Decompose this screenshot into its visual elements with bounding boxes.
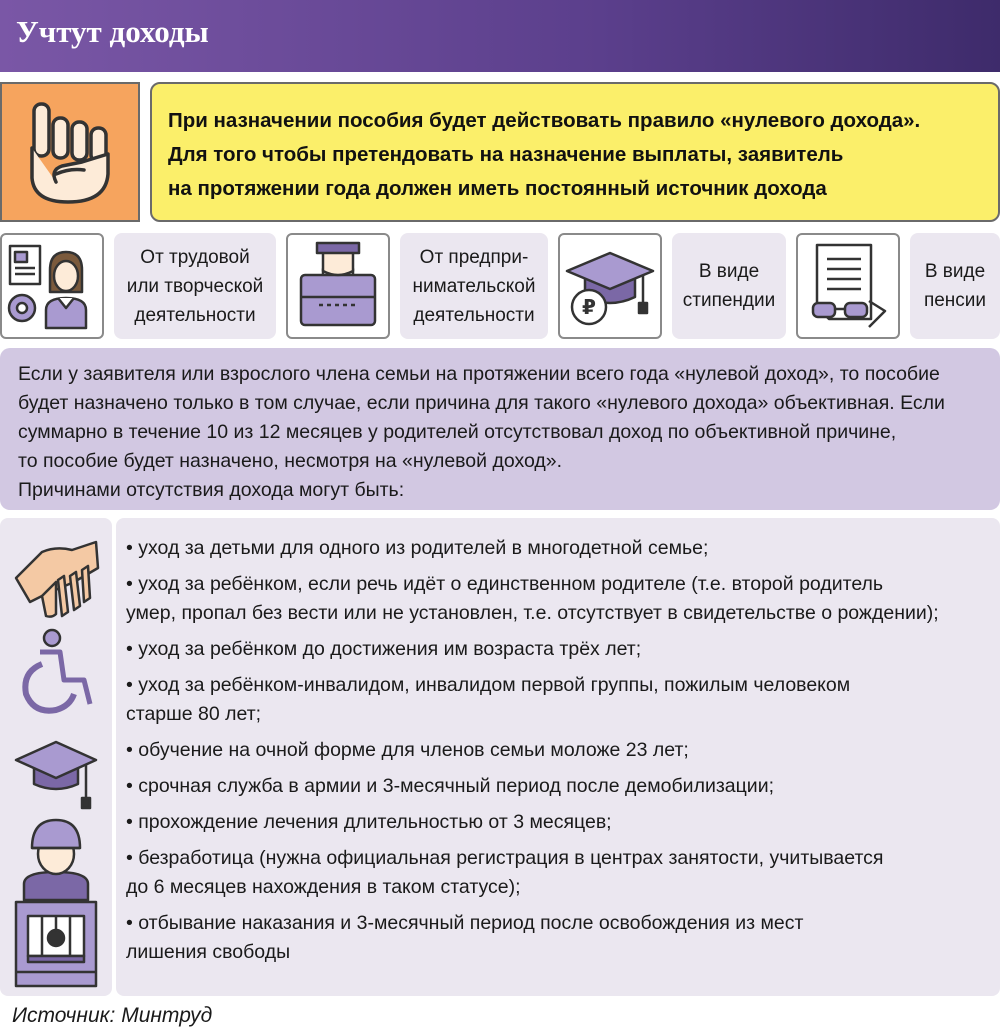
note-line: Для того чтобы претендовать на назначение выплаты, заявитель bbox=[168, 143, 844, 166]
info-line: Если у заявителя или взрослого члена семьи на протяжении всего года «нулевой доход», то пособие bbox=[18, 363, 940, 385]
list-item bbox=[126, 844, 1000, 902]
hand-icon-box bbox=[0, 82, 140, 222]
tile-line: стипендии bbox=[682, 290, 776, 311]
income-pension-icon-tile bbox=[796, 233, 900, 339]
handshake-icon bbox=[12, 532, 100, 620]
briefcase-icon bbox=[293, 241, 383, 331]
list-item-line: умер, пропал без вести или не установлен, т.е. отсутствует в свидетельстве о рождении); bbox=[126, 602, 939, 624]
tile-line: От предпри- bbox=[419, 246, 529, 268]
tile-line: нимательской bbox=[412, 275, 536, 297]
list-item-line: • срочная служба в армии и 3-месячный период после демобилизации; bbox=[126, 775, 775, 797]
list-item-line: лишения свободы bbox=[126, 941, 291, 963]
tile-line: В виде bbox=[924, 261, 986, 282]
list-item-line: • уход за ребёнком-инвалидом, инвалидом первой группы, пожилым человеком bbox=[126, 674, 851, 696]
tile-line: деятельности bbox=[413, 304, 535, 326]
list-item bbox=[126, 671, 1000, 729]
income-stipend-label bbox=[672, 233, 786, 339]
svg-text:₽: ₽ bbox=[582, 295, 596, 319]
list-item-line: • уход за ребёнком, если речь идёт о единственном родителе (т.е. второй родитель bbox=[126, 573, 884, 595]
list-item bbox=[126, 736, 1000, 765]
income-business-icon-tile bbox=[286, 233, 390, 339]
list-item-line: до 6 месяцев нахождения в таком статусе); bbox=[126, 876, 521, 898]
list-item-line: • обучение на очной форме для членов семьи моложе 23 лет; bbox=[126, 739, 689, 761]
list-item bbox=[126, 808, 1000, 837]
soldier-icon bbox=[12, 814, 100, 902]
wheelchair-icon bbox=[12, 628, 100, 716]
zero-income-explanation bbox=[0, 348, 1000, 510]
list-item bbox=[126, 570, 1000, 628]
list-item-line: • безработица (нужна официальная регистрация в центрах занятости, учитывается bbox=[126, 847, 884, 869]
list-item-line: • прохождение лечения длительностью от 3 месяцев; bbox=[126, 811, 612, 833]
source-caption: Источник: Минтруд bbox=[12, 1004, 213, 1027]
income-work-label bbox=[114, 233, 276, 339]
note-line: При назначении пособия будет действовать правило «нулевого дохода». bbox=[168, 109, 921, 132]
page-title: Учтут доходы bbox=[16, 14, 209, 49]
header-banner bbox=[0, 0, 1000, 72]
worker-icon bbox=[6, 240, 98, 332]
graduation-cap-icon bbox=[12, 728, 100, 816]
hand-icon bbox=[22, 96, 118, 208]
list-item bbox=[126, 635, 1000, 664]
info-line: суммарно в течение 10 из 12 месяцев у родителей отсутствовал доход по объективной причине, bbox=[18, 421, 897, 443]
zero-income-rule-note bbox=[150, 82, 1000, 222]
reasons-list bbox=[116, 518, 1000, 996]
tile-line: От трудовой bbox=[140, 246, 250, 268]
list-item bbox=[126, 772, 1000, 801]
tile-line: пенсии bbox=[923, 290, 987, 311]
list-item bbox=[126, 534, 1000, 563]
tile-line: В виде bbox=[698, 261, 760, 282]
info-line: Причинами отсутствия дохода могут быть: bbox=[18, 479, 405, 501]
list-item bbox=[126, 909, 1000, 967]
list-item-line: • уход за детьми для одного из родителей в многодетной семье; bbox=[126, 537, 709, 559]
pension-document-icon bbox=[803, 241, 893, 331]
prison-window-icon bbox=[12, 900, 100, 988]
income-business-label bbox=[400, 233, 548, 339]
reasons-icons-column bbox=[0, 518, 112, 996]
note-line: на протяжении года должен иметь постоянный источник дохода bbox=[168, 177, 827, 200]
list-item-line: • уход за ребёнком до достижения им возраста трёх лет; bbox=[126, 638, 642, 660]
info-line: будет назначено только в том случае, если причина для такого «нулевого дохода» объективная. Если bbox=[18, 392, 945, 414]
list-item-line: старше 80 лет; bbox=[126, 703, 262, 725]
graduation-cap-icon bbox=[563, 241, 657, 331]
income-pension-label bbox=[910, 233, 1000, 339]
tile-line: или творческой bbox=[126, 275, 264, 297]
income-work-icon-tile bbox=[0, 233, 104, 339]
income-stipend-icon-tile bbox=[558, 233, 662, 339]
list-item-line: • отбывание наказания и 3-месячный период после освобождения из мест bbox=[126, 912, 804, 934]
info-line: то пособие будет назначено, несмотря на «нулевой доход». bbox=[18, 450, 563, 472]
tile-line: деятельности bbox=[134, 304, 256, 326]
